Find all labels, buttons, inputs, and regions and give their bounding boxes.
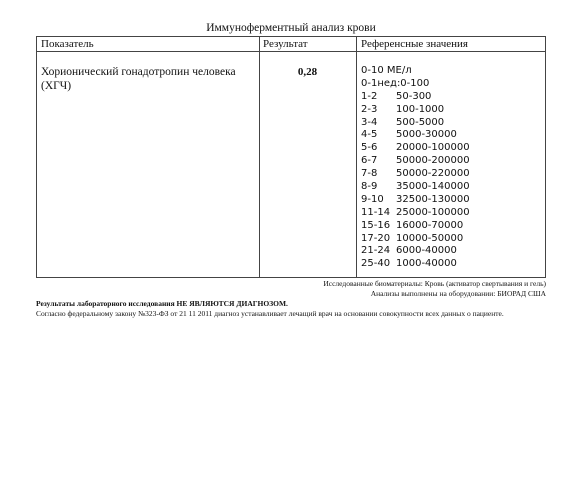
equipment-note: Анализы выполнены на оборудовании: БИОРАД США [370, 289, 546, 298]
header-indicator: Показатель [41, 38, 94, 50]
reference-row [361, 193, 470, 207]
table-header-row [37, 37, 545, 52]
results-table [36, 36, 546, 278]
reference-period: 21-24 [361, 245, 391, 257]
reference-range: 16000-70000 [396, 219, 464, 231]
reference-row [361, 129, 457, 142]
reference-row [361, 78, 429, 91]
reference-range: 500-5000 [396, 116, 445, 128]
reference-range: 100-1000 [396, 103, 445, 115]
reference-row [361, 181, 470, 194]
reference-period: 1-2 [361, 90, 378, 102]
document-title: Иммуноферментный анализ крови [206, 22, 376, 34]
reference-range: 50000-220000 [396, 168, 470, 180]
reference-range: 10000-50000 [396, 232, 464, 244]
reference-row [361, 245, 457, 258]
reference-period: 2-3 [361, 103, 378, 115]
reference-range: 32500-130000 [396, 193, 470, 205]
reference-row [361, 219, 464, 233]
reference-period: 15-16 [361, 219, 391, 231]
reference-row [361, 142, 470, 155]
reference-period: 17-20 [361, 232, 391, 244]
reference-row [361, 258, 457, 271]
biomaterial-note: Исследованные биоматериалы: Кровь (активатор свертывания и гель) [323, 279, 546, 288]
reference-range: 25000-100000 [396, 206, 470, 218]
reference-period: 9-10 [361, 193, 384, 205]
reference-range: 35000-140000 [396, 181, 470, 193]
reference-row [361, 90, 432, 104]
test-result-value: 0,28 [297, 66, 318, 78]
reference-range: 5000-30000 [396, 129, 457, 141]
disclaimer-body: Согласно федеральному закону №323-ФЗ от 21 11 2011 диагноз устанавливает лечащий врач на основании совокупности всех данных о пациенте. [36, 308, 504, 318]
reference-period: 25-40 [361, 258, 391, 270]
reference-period: 6-7 [361, 155, 378, 167]
disclaimer-heading: Результаты лабораторного исследования НЕ ЯВЛЯЮТСЯ ДИАГНОЗОМ. [36, 299, 288, 308]
reference-period: 0-10 МЕ/л [361, 65, 412, 76]
reference-range: 20000-100000 [396, 142, 470, 154]
reference-row [361, 168, 470, 181]
reference-range: 50-300 [396, 90, 432, 102]
reference-row [361, 206, 470, 220]
reference-range: 6000-40000 [396, 245, 457, 257]
header-reference: Референсные значения [361, 38, 468, 50]
reference-range: 50000-200000 [396, 155, 470, 167]
reference-period: 8-9 [361, 181, 378, 193]
header-result: Результат [263, 38, 308, 50]
reference-period: 3-4 [361, 116, 378, 128]
reference-range: 1000-40000 [396, 258, 457, 270]
test-name-hcg: Хорионический гонадотропин человека (ХГЧ) [41, 66, 236, 92]
reference-values-list [361, 65, 470, 271]
reference-period: 4-5 [361, 129, 378, 141]
reference-row [361, 65, 429, 78]
column-divider-2 [356, 37, 357, 277]
reference-period: 5-6 [361, 142, 378, 154]
reference-period: 0-1нед:0-100 [361, 77, 430, 89]
reference-row [361, 232, 464, 246]
reference-period: 7-8 [361, 168, 378, 180]
reference-period: 11-14 [361, 206, 391, 218]
reference-row [361, 103, 445, 117]
reference-row [361, 116, 445, 130]
disclaimer [36, 299, 546, 318]
reference-row [361, 155, 470, 168]
